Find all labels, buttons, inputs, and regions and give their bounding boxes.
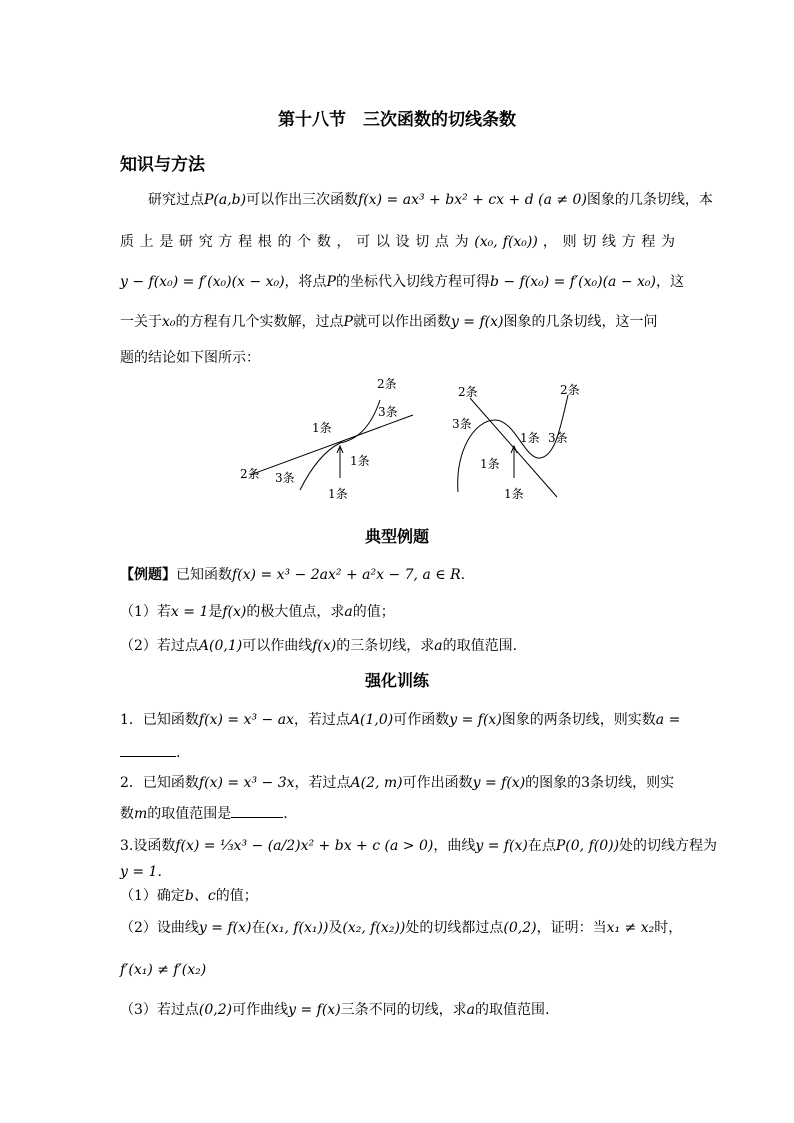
answer-blank-1[interactable] [120,742,176,757]
paragraph-line-4: 一关于x₀的方程有几个实数解，过点P就可以作出函数y = f(x)图象的几条切线，这一问 [120,314,658,330]
section-heading-knowledge: 知识与方法 [120,155,205,175]
right-label-1-mid: 1条 [520,431,540,445]
practice-2-line-1: 2．已知函数f(x) = x³ − 3x，若过点A(2, m)可作出函数y = f(x)的图象的3条切线，则实 [120,775,675,791]
right-diagram [458,395,568,497]
tangent-count-figure [230,370,600,510]
practice-3-sub-3: （3）若过点(0,2)可作曲线y = f(x)三条不同的切线，求a的取值范围. [120,1002,550,1018]
left-label-1-arrow: 1条 [328,487,348,501]
example-question-2: （2）若过点A(0,1)可以作曲线f(x)的三条切线，求a的取值范围. [120,638,518,654]
section-heading-practice: 强化训练 [364,671,429,690]
right-label-3-left: 3条 [452,417,472,431]
left-label-2-top: 2条 [377,377,397,391]
right-label-3-right: 3条 [548,431,568,445]
practice-1-line-2: . [120,742,180,763]
practice-3-line-1: 3.设函数f(x) = ⅓x³ − (a/2)x² + bx + c (a > 0)，曲线y = f(x)在点P(0, f(0))处的切线方程为 [120,838,718,854]
paragraph-line-1: 研究过点P(a,b)可以作出三次函数f(x) = ax³ + bx² + cx + d (a ≠ 0)图象的几条切线，本 [148,192,713,208]
paragraph-line-2: 质 上 是 研 究 方 程 根 的 个 数 ， 可 以 设 切 点 为 (x₀, f(x₀)) ， 则 切 线 方 程 为 [120,234,676,250]
left-label-1-upper: 1条 [312,421,332,435]
right-label-1-left: 1条 [480,457,500,471]
right-label-1-arrow: 1条 [504,487,524,501]
practice-3-line-2: y = 1. [120,864,162,880]
left-label-1-right: 1条 [350,454,370,468]
practice-3-sub-2-conclusion: f′(x₁) ≠ f′(x₂) [120,962,207,978]
section-heading-examples: 典型例题 [364,527,429,546]
left-label-3-top: 3条 [378,405,398,419]
left-label-2-bottom: 2条 [240,467,260,481]
right-label-2-right: 2条 [560,383,580,397]
right-label-2-top: 2条 [458,385,478,399]
left-label-3-bottom: 3条 [275,471,295,485]
paragraph-line-3: y − f(x₀) = f′(x₀)(x − x₀)，将点P的坐标代入切线方程可得b − f(x₀) = f′(x₀)(a − x₀)，这 [120,274,685,290]
example-question-1: （1）若x = 1是f(x)的极大值点，求a的值； [120,604,395,620]
practice-3-sub-2: （2）设曲线y = f(x)在(x₁, f(x₁))及(x₂, f(x₂))处的切线都过点(0,2)，证明：当x₁ ≠ x₂时， [120,920,683,936]
practice-1-line-1: 1．已知函数f(x) = x³ − ax，若过点A(1,0)可作函数y = f(x)图象的两条切线，则实数a = [120,712,681,728]
practice-3-sub-1: （1）确定b、c的值； [120,888,258,904]
page-title: 第十八节 三次函数的切线条数 [278,110,516,130]
example-statement: 【例题】已知函数f(x) = x³ − 2ax² + a²x − 7, a ∈ R. [120,567,466,583]
practice-2-line-2: 数m的取值范围是 . [120,803,288,824]
answer-blank-2[interactable] [231,803,283,818]
paragraph-line-5: 题的结论如下图所示： [120,350,260,366]
